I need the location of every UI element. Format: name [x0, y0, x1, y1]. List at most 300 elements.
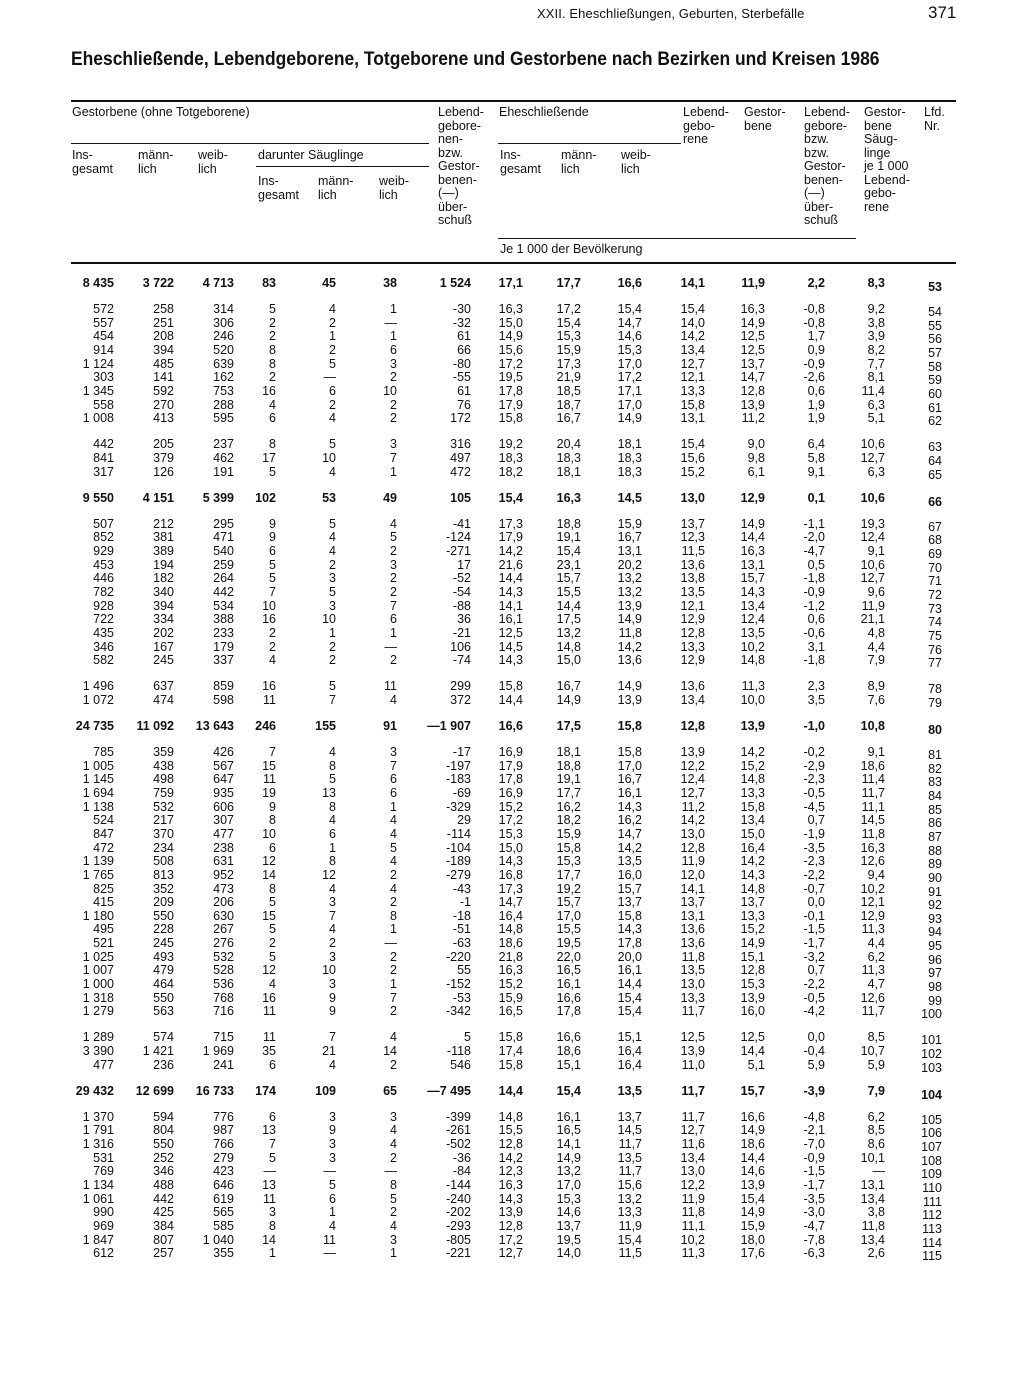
cell-rate-lebendgeborene: 12,8: [680, 718, 705, 733]
cell-rate-saeuglinge: 2,6: [867, 1246, 885, 1261]
cell-lebendgeborenen-ueberschuss: 1 524: [439, 276, 471, 290]
cell-lfd-nr: 115: [922, 1249, 942, 1264]
cell-rate-gestorbene: 15,7: [740, 1083, 765, 1098]
cell-rate-saeuglinge: 11,9: [861, 598, 885, 613]
cell-rate-lebendgeborene: 14,0: [680, 315, 705, 330]
cell-rate-lebendgeborene: 14,1: [680, 881, 705, 896]
cell-lfd-nr: 105: [921, 1112, 942, 1127]
cell-lebendgeborenen-ueberschuss: 546: [450, 1057, 471, 1072]
cell-saeuglinge-maennlich: 13: [322, 785, 336, 800]
cell-rate-ueberschuss: -4,5: [803, 799, 825, 814]
cell-eheschliessende-maennlich: 14,8: [556, 639, 581, 654]
cell-saeuglinge-maennlich: 10: [322, 963, 336, 978]
cell-gestorbene-insgesamt: 454: [93, 329, 114, 344]
cell-saeuglinge-weiblich: 14: [383, 1044, 397, 1058]
cell-saeuglinge-insgesamt: 8: [269, 1219, 276, 1233]
table-row: [0, 813, 1024, 831]
cell-eheschliessende-weiblich: 15,3: [617, 343, 642, 357]
cell-eheschliessende-insgesamt: 17,2: [498, 356, 523, 371]
cell-saeuglinge-insgesamt: 19: [262, 785, 276, 800]
cell-eheschliessende-insgesamt: 17,1: [498, 276, 523, 290]
cell-rate-ueberschuss: 3,1: [807, 639, 825, 654]
table-row-total: [0, 490, 1024, 509]
cell-rate-saeuglinge: 10,6: [860, 437, 885, 452]
cell-eheschliessende-weiblich: 18,3: [617, 450, 642, 465]
cell-saeuglinge-insgesamt: 6: [269, 411, 276, 426]
cell-gestorbene-weiblich: 259: [213, 557, 234, 572]
cell-rate-ueberschuss: -4,7: [803, 544, 825, 558]
cell-rate-lebendgeborene: 12,4: [680, 772, 705, 787]
cell-gestorbene-maennlich: 251: [153, 315, 174, 330]
cell-rate-saeuglinge: 19,3: [860, 516, 885, 531]
cell-eheschliessende-maennlich: 15,5: [556, 584, 581, 599]
cell-rate-gestorbene: 9,0: [747, 437, 765, 452]
cell-rate-lebendgeborene: 13,7: [680, 895, 705, 910]
cell-rate-ueberschuss: 1,7: [807, 329, 825, 344]
cell-saeuglinge-weiblich: 1: [390, 922, 397, 937]
table-row: [0, 745, 1024, 762]
cell-saeuglinge-maennlich: 4: [329, 411, 336, 426]
cell-saeuglinge-maennlich: 53: [322, 490, 336, 505]
cell-rate-lebendgeborene: 13,0: [680, 1164, 705, 1179]
header-ins-gesamt: Ins- gesamt: [72, 148, 113, 176]
cell-rate-lebendgeborene: 12,2: [680, 758, 705, 773]
cell-rate-gestorbene: 15,9: [740, 1219, 765, 1233]
cell-eheschliessende-insgesamt: 17,9: [498, 758, 523, 773]
cell-gestorbene-weiblich: 647: [213, 772, 234, 787]
table-row: [0, 598, 1024, 616]
cell-gestorbene-weiblich: 776: [213, 1109, 234, 1124]
cell-lebendgeborenen-ueberschuss: -32: [452, 315, 471, 330]
cell-rate-lebendgeborene: 12,3: [680, 530, 705, 545]
cell-rate-gestorbene: 13,9: [740, 990, 765, 1005]
cell-saeuglinge-insgesamt: 11: [263, 692, 276, 707]
cell-lebendgeborenen-ueberschuss: 61: [457, 383, 471, 398]
cell-gestorbene-weiblich: 426: [213, 745, 234, 759]
cell-eheschliessende-insgesamt: 19,5: [498, 370, 523, 385]
cell-gestorbene-weiblich: 536: [213, 977, 234, 991]
cell-saeuglinge-insgesamt: 9: [269, 799, 276, 814]
cell-rate-saeuglinge: 11,4: [861, 772, 885, 787]
cell-gestorbene-weiblich: 241: [213, 1057, 234, 1072]
cell-lebendgeborenen-ueberschuss: 76: [457, 397, 471, 412]
cell-gestorbene-maennlich: 384: [153, 1219, 174, 1233]
cell-eheschliessende-insgesamt: 15,4: [498, 490, 523, 505]
cell-saeuglinge-maennlich: 4: [329, 881, 336, 896]
cell-lebendgeborenen-ueberschuss: -189: [445, 854, 471, 869]
cell-lfd-nr: 84: [928, 788, 942, 803]
cell-gestorbene-weiblich: 307: [213, 813, 234, 828]
cell-eheschliessende-insgesamt: 17,9: [498, 397, 523, 412]
cell-gestorbene-maennlich: 550: [153, 1137, 174, 1152]
cell-rate-ueberschuss: -1,5: [803, 1164, 825, 1179]
cell-gestorbene-weiblich: 233: [213, 625, 234, 640]
cell-gestorbene-weiblich: 534: [213, 598, 234, 613]
cell-gestorbene-insgesamt: 1 000: [82, 977, 114, 991]
cell-saeuglinge-weiblich: 1: [390, 329, 397, 344]
cell-saeuglinge-maennlich: 3: [329, 571, 336, 586]
table-row: [0, 1123, 1024, 1141]
header-per-1000: Je 1 000 der Bevölkerung: [500, 242, 643, 256]
cell-eheschliessende-maennlich: 15,3: [556, 1191, 581, 1206]
cell-gestorbene-weiblich: 473: [213, 881, 234, 896]
cell-gestorbene-insgesamt: 507: [93, 516, 114, 531]
cell-gestorbene-insgesamt: 3 390: [82, 1044, 114, 1058]
cell-saeuglinge-weiblich: 2: [390, 963, 397, 978]
cell-lebendgeborenen-ueberschuss: -21: [452, 625, 471, 640]
cell-lfd-nr: 96: [928, 952, 942, 967]
cell-saeuglinge-weiblich: 2: [390, 1150, 397, 1165]
table-row: [0, 653, 1024, 671]
cell-eheschliessende-weiblich: 15,4: [617, 302, 642, 316]
cell-eheschliessende-weiblich: 15,6: [617, 1178, 642, 1192]
cell-saeuglinge-weiblich: 2: [390, 1205, 397, 1220]
cell-saeuglinge-weiblich: 49: [383, 490, 397, 505]
header-lebendgeborenen-ueberschuss: Lebend- gebore- nen- bzw. Gestor- benen- (—) über- schuß: [438, 105, 484, 227]
cell-eheschliessende-maennlich: 17,2: [556, 302, 581, 316]
cell-saeuglinge-insgesamt: 14: [262, 867, 276, 882]
cell-rate-lebendgeborene: 14,2: [680, 329, 705, 344]
cell-eheschliessende-maennlich: 14,9: [556, 1150, 581, 1165]
cell-eheschliessende-weiblich: 15,8: [617, 745, 642, 759]
cell-eheschliessende-insgesamt: 15,6: [498, 343, 523, 357]
cell-lebendgeborenen-ueberschuss: -114: [446, 826, 471, 841]
cell-gestorbene-insgesamt: 453: [93, 557, 114, 572]
cell-eheschliessende-insgesamt: 14,3: [498, 584, 523, 599]
cell-lebendgeborenen-ueberschuss: -502: [445, 1137, 471, 1152]
cell-lfd-nr: 67: [928, 519, 942, 534]
cell-gestorbene-weiblich: 442: [213, 584, 234, 599]
cell-eheschliessende-maennlich: 16,6: [556, 1030, 581, 1045]
header-ehe-weiblich: weib- lich: [621, 148, 651, 176]
cell-gestorbene-maennlich: 12 699: [135, 1083, 174, 1098]
cell-saeuglinge-maennlich: 3: [329, 1137, 336, 1152]
cell-lebendgeborenen-ueberschuss: -197: [445, 758, 471, 773]
cell-gestorbene-maennlich: 394: [153, 598, 174, 613]
cell-gestorbene-maennlich: 488: [153, 1178, 174, 1192]
cell-rate-saeuglinge: 10,8: [860, 718, 885, 733]
cell-rate-lebendgeborene: 11,1: [681, 1219, 705, 1233]
table-row: [0, 758, 1024, 776]
cell-rate-lebendgeborene: 12,7: [680, 785, 705, 800]
cell-lfd-nr: 58: [928, 359, 942, 374]
cell-gestorbene-weiblich: 355: [213, 1246, 234, 1261]
cell-gestorbene-insgesamt: 1 694: [82, 785, 114, 800]
cell-eheschliessende-maennlich: 15,4: [556, 1083, 581, 1098]
cell-saeuglinge-maennlich: 5: [329, 772, 336, 787]
cell-eheschliessende-maennlich: 15,3: [556, 854, 581, 869]
cell-eheschliessende-maennlich: 19,5: [556, 1232, 581, 1247]
cell-lfd-nr: 100: [921, 1007, 942, 1022]
cell-lebendgeborenen-ueberschuss: 66: [457, 343, 471, 357]
cell-gestorbene-weiblich: 206: [213, 895, 234, 910]
table-row: [0, 799, 1024, 817]
cell-rate-saeuglinge: 6,2: [867, 949, 885, 964]
cell-rate-gestorbene: 12,8: [740, 963, 765, 978]
cell-rate-ueberschuss: -0,9: [803, 356, 825, 371]
cell-rate-lebendgeborene: 13,7: [680, 516, 705, 531]
cell-gestorbene-maennlich: 182: [153, 571, 174, 586]
cell-eheschliessende-maennlich: 14,1: [556, 1137, 581, 1152]
cell-eheschliessende-weiblich: 13,9: [617, 598, 642, 613]
cell-rate-ueberschuss: 9,1: [807, 464, 825, 479]
cell-saeuglinge-insgesamt: 4: [269, 977, 276, 991]
cell-rate-gestorbene: 13,5: [740, 625, 765, 640]
table-row: [0, 1137, 1024, 1155]
cell-saeuglinge-insgesamt: 16: [262, 612, 276, 627]
cell-rate-gestorbene: 14,4: [740, 530, 765, 545]
cell-saeuglinge-weiblich: 1: [390, 977, 397, 991]
cell-lfd-nr: 104: [921, 1087, 942, 1102]
cell-saeuglinge-weiblich: 65: [383, 1083, 397, 1098]
cell-rate-gestorbene: 11,9: [741, 276, 765, 290]
cell-gestorbene-insgesamt: 495: [93, 922, 114, 937]
table-row: [0, 464, 1024, 482]
cell-eheschliessende-maennlich: 18,1: [556, 464, 581, 479]
cell-gestorbene-weiblich: 716: [213, 1004, 234, 1019]
cell-lfd-nr: 55: [928, 318, 942, 333]
cell-eheschliessende-weiblich: 13,5: [617, 854, 642, 869]
cell-rate-gestorbene: 14,8: [740, 653, 765, 668]
cell-saeuglinge-insgesamt: 174: [255, 1083, 276, 1098]
cell-gestorbene-weiblich: 753: [213, 383, 234, 398]
cell-gestorbene-weiblich: 462: [213, 450, 234, 465]
cell-eheschliessende-insgesamt: 14,2: [498, 1150, 523, 1165]
cell-saeuglinge-weiblich: 4: [390, 826, 397, 841]
cell-gestorbene-weiblich: 162: [213, 370, 234, 385]
cell-rate-ueberschuss: -3,0: [803, 1205, 825, 1220]
cell-rate-lebendgeborene: 15,2: [680, 464, 705, 479]
cell-rate-saeuglinge: 12,6: [860, 854, 885, 869]
cell-gestorbene-maennlich: 370: [153, 826, 174, 841]
cell-saeuglinge-insgesamt: —: [263, 1164, 276, 1179]
cell-rate-ueberschuss: 5,9: [807, 1057, 825, 1072]
table-row-total: [0, 276, 1024, 294]
cell-gestorbene-maennlich: 425: [153, 1205, 174, 1220]
cell-saeuglinge-weiblich: 6: [390, 343, 397, 357]
cell-gestorbene-insgesamt: 435: [93, 625, 114, 640]
cell-eheschliessende-insgesamt: 16,8: [498, 867, 523, 882]
cell-rate-lebendgeborene: 12,2: [680, 1178, 705, 1192]
cell-eheschliessende-weiblich: 17,0: [617, 356, 642, 371]
cell-eheschliessende-maennlich: 16,6: [556, 990, 581, 1005]
cell-gestorbene-insgesamt: 847: [93, 826, 114, 841]
cell-rate-ueberschuss: -0,7: [803, 881, 825, 896]
cell-eheschliessende-insgesamt: 17,8: [498, 383, 523, 398]
cell-lfd-nr: 71: [928, 574, 942, 589]
cell-rate-ueberschuss: -1,5: [803, 922, 825, 937]
table-row: [0, 544, 1024, 561]
cell-lfd-nr: 69: [928, 547, 942, 561]
cell-eheschliessende-maennlich: 18,1: [556, 745, 581, 759]
cell-saeuglinge-maennlich: 21: [322, 1044, 336, 1058]
cell-rate-saeuglinge: 9,6: [867, 584, 885, 599]
cell-saeuglinge-insgesamt: 246: [255, 718, 276, 733]
cell-rate-gestorbene: 15,7: [740, 571, 765, 586]
cell-rate-gestorbene: 11,3: [741, 679, 765, 694]
cell-eheschliessende-maennlich: 23,1: [556, 557, 581, 572]
cell-lfd-nr: 110: [922, 1181, 942, 1195]
cell-lebendgeborenen-ueberschuss: 472: [450, 464, 471, 479]
cell-rate-ueberschuss: -4,7: [803, 1219, 825, 1233]
cell-rate-lebendgeborene: 11,0: [681, 1057, 705, 1072]
cell-lfd-nr: 57: [928, 346, 942, 360]
cell-gestorbene-maennlich: 532: [153, 799, 174, 814]
cell-lfd-nr: 95: [928, 939, 942, 954]
header-saeuglinge-weiblich: weib- lich: [379, 174, 409, 202]
cell-eheschliessende-maennlich: 19,1: [556, 772, 581, 787]
cell-rate-lebendgeborene: 12,9: [680, 612, 705, 627]
cell-saeuglinge-maennlich: 8: [329, 799, 336, 814]
table-row: [0, 584, 1024, 602]
cell-eheschliessende-maennlich: 16,5: [556, 1123, 581, 1138]
cell-eheschliessende-insgesamt: 16,9: [498, 785, 523, 800]
cell-rate-ueberschuss: 0,1: [807, 490, 825, 505]
cell-saeuglinge-insgesamt: 5: [269, 895, 276, 910]
cell-eheschliessende-maennlich: 18,2: [556, 813, 581, 828]
cell-saeuglinge-insgesamt: 15: [262, 758, 276, 773]
cell-eheschliessende-maennlich: 16,1: [556, 1109, 581, 1124]
cell-gestorbene-weiblich: 768: [213, 990, 234, 1005]
cell-saeuglinge-weiblich: 3: [390, 437, 397, 452]
cell-gestorbene-maennlich: 340: [153, 584, 174, 599]
cell-rate-lebendgeborene: 11,9: [681, 1191, 705, 1206]
cell-eheschliessende-weiblich: 17,0: [617, 397, 642, 412]
cell-lebendgeborenen-ueberschuss: -18: [452, 908, 471, 923]
table-row: [0, 922, 1024, 940]
cell-eheschliessende-insgesamt: 18,2: [498, 464, 523, 479]
cell-gestorbene-insgesamt: 1 005: [82, 758, 114, 773]
cell-saeuglinge-insgesamt: 16: [262, 383, 276, 398]
cell-saeuglinge-maennlich: 4: [329, 922, 336, 937]
cell-rate-ueberschuss: 0,7: [807, 963, 825, 978]
cell-rate-gestorbene: 14,6: [740, 1164, 765, 1179]
cell-eheschliessende-maennlich: 18,7: [556, 397, 581, 412]
cell-gestorbene-maennlich: 258: [153, 302, 174, 316]
cell-saeuglinge-weiblich: 3: [390, 356, 397, 371]
cell-saeuglinge-insgesamt: 8: [269, 813, 276, 828]
cell-eheschliessende-insgesamt: 14,3: [498, 854, 523, 869]
cell-eheschliessende-maennlich: 18,8: [556, 516, 581, 531]
cell-rate-ueberschuss: -2,1: [803, 1123, 825, 1138]
cell-eheschliessende-insgesamt: 14,7: [498, 895, 523, 910]
cell-rate-lebendgeborene: 13,6: [680, 679, 705, 694]
cell-eheschliessende-weiblich: 11,5: [618, 1246, 642, 1261]
cell-saeuglinge-insgesamt: 1: [269, 1246, 276, 1261]
cell-eheschliessende-weiblich: 16,6: [617, 276, 642, 290]
cell-saeuglinge-insgesamt: 8: [269, 356, 276, 371]
cell-saeuglinge-maennlich: —: [323, 370, 336, 385]
cell-saeuglinge-maennlich: 2: [329, 315, 336, 330]
cell-gestorbene-maennlich: 394: [153, 343, 174, 357]
cell-lebendgeborenen-ueberschuss: -74: [452, 653, 471, 668]
cell-rate-gestorbene: 13,7: [740, 356, 765, 371]
cell-saeuglinge-insgesamt: 35: [262, 1044, 276, 1058]
cell-eheschliessende-maennlich: 19,2: [556, 881, 581, 896]
cell-lfd-nr: 88: [928, 843, 942, 858]
cell-saeuglinge-insgesamt: 11: [263, 1191, 276, 1206]
cell-lebendgeborenen-ueberschuss: -152: [445, 977, 471, 991]
cell-rate-saeuglinge: 11,7: [861, 785, 885, 800]
cell-rate-lebendgeborene: 11,8: [681, 1205, 705, 1220]
cell-rate-lebendgeborene: 11,7: [681, 1004, 705, 1019]
cell-eheschliessende-weiblich: 13,6: [617, 653, 642, 668]
header-ehe-maennlich: männ- lich: [561, 148, 597, 176]
cell-saeuglinge-insgesamt: 11: [263, 1030, 276, 1045]
cell-saeuglinge-maennlich: 1: [329, 625, 336, 640]
cell-gestorbene-insgesamt: 442: [93, 437, 114, 452]
cell-saeuglinge-insgesamt: 14: [262, 1232, 276, 1247]
cell-rate-saeuglinge: 8,3: [867, 276, 885, 290]
cell-eheschliessende-weiblich: 18,3: [617, 464, 642, 479]
cell-gestorbene-insgesamt: 29 432: [75, 1083, 114, 1098]
cell-gestorbene-maennlich: 194: [153, 557, 174, 572]
cell-gestorbene-insgesamt: 303: [93, 370, 114, 385]
cell-eheschliessende-maennlich: 18,8: [556, 758, 581, 773]
cell-eheschliessende-maennlich: 22,0: [556, 949, 581, 964]
cell-saeuglinge-weiblich: 2: [390, 584, 397, 599]
cell-eheschliessende-maennlich: 15,8: [556, 840, 581, 855]
cell-rate-saeuglinge: 6,3: [867, 464, 885, 479]
cell-saeuglinge-maennlich: 4: [329, 745, 336, 759]
cell-lebendgeborenen-ueberschuss: -293: [445, 1219, 471, 1233]
cell-gestorbene-maennlich: 508: [153, 854, 174, 869]
cell-rate-ueberschuss: -7,8: [803, 1232, 825, 1247]
cell-lfd-nr: 81: [928, 748, 942, 762]
table-row: [0, 949, 1024, 967]
cell-eheschliessende-maennlich: 16,5: [556, 963, 581, 978]
cell-gestorbene-weiblich: 423: [213, 1164, 234, 1179]
cell-rate-ueberschuss: -7,0: [803, 1137, 825, 1152]
cell-lebendgeborenen-ueberschuss: -41: [452, 516, 471, 531]
cell-lebendgeborenen-ueberschuss: 172: [450, 411, 471, 426]
cell-lfd-nr: 106: [921, 1126, 942, 1141]
cell-lebendgeborenen-ueberschuss: 497: [450, 450, 471, 465]
cell-saeuglinge-weiblich: 2: [390, 867, 397, 882]
cell-eheschliessende-insgesamt: 13,9: [498, 1205, 523, 1220]
table-row: [0, 1004, 1024, 1022]
cell-rate-lebendgeborene: 14,2: [680, 813, 705, 828]
cell-rate-ueberschuss: -0,8: [803, 302, 825, 316]
cell-lfd-nr: 93: [928, 911, 942, 926]
header-rate-gestorbene: Gestor- bene: [744, 105, 786, 133]
cell-eheschliessende-weiblich: 13,3: [617, 1205, 642, 1220]
cell-saeuglinge-maennlich: 2: [329, 557, 336, 572]
cell-rate-ueberschuss: -0,4: [803, 1044, 825, 1058]
cell-eheschliessende-insgesamt: 16,3: [498, 302, 523, 316]
cell-rate-lebendgeborene: 13,3: [680, 639, 705, 654]
cell-rate-gestorbene: 14,3: [740, 584, 765, 599]
cell-rate-saeuglinge: 10,7: [860, 1044, 885, 1058]
cell-gestorbene-weiblich: 1 040: [202, 1232, 234, 1247]
cell-rate-gestorbene: 13,4: [740, 598, 765, 613]
cell-rate-ueberschuss: 2,2: [807, 276, 825, 290]
cell-rate-gestorbene: 14,9: [740, 516, 765, 531]
cell-gestorbene-weiblich: 540: [213, 544, 234, 558]
cell-rate-gestorbene: 16,4: [740, 840, 765, 855]
cell-rate-lebendgeborene: 13,0: [680, 490, 705, 505]
cell-rate-ueberschuss: -0,5: [803, 785, 825, 800]
cell-eheschliessende-weiblich: 16,2: [617, 813, 642, 828]
cell-gestorbene-weiblich: 952: [213, 867, 234, 882]
table-row: [0, 692, 1024, 710]
cell-gestorbene-insgesamt: 346: [93, 639, 114, 654]
cell-eheschliessende-insgesamt: 17,9: [498, 530, 523, 545]
cell-rate-gestorbene: 13,3: [740, 785, 765, 800]
cell-gestorbene-weiblich: 606: [213, 799, 234, 814]
cell-gestorbene-insgesamt: 1 847: [82, 1232, 114, 1247]
table-row: [0, 557, 1024, 575]
